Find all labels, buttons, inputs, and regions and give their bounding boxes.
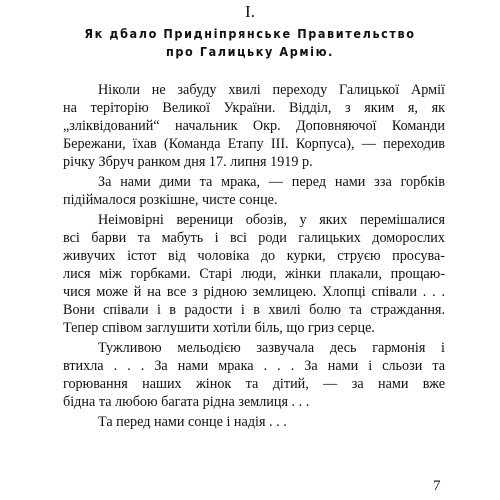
chapter-title-line-1: Як дбало Придніпрянське Правительство	[84, 26, 416, 41]
paragraph-3-line-1: Неімовірні вереници обозів, у яких перемішалися	[98, 212, 445, 228]
paragraph-1-line-2: на теріторію Великої України. Відділ, з яким я, як	[63, 100, 445, 116]
paragraph-4-line-1: Тужливою мельодією зазвучала десь гармонія і	[98, 340, 445, 356]
paragraph-3-line-2: всі барви та мабуть і всі роди галицьких доморослих	[63, 230, 445, 246]
paragraph-2-line-2: підіймалося розкішне, чисте сонце.	[63, 192, 278, 208]
paragraph-3-line-6: Вони співали і в радости і в хвилі болю та страждання.	[63, 302, 445, 318]
paragraph-4-line-4: бідна та любою багата рідна землиця . . .	[63, 394, 310, 410]
paragraph-1-line-1: Ніколи не забуду хвилі переходу Галицької Армії	[98, 82, 445, 98]
paragraph-1-line-4: Бережани, їхав (Команда Етапу III. Корпуса), — переходив	[63, 136, 445, 152]
paragraph-1-line-5: річку Збруч ранком дня 17. липня 1919 р.	[63, 154, 313, 170]
page-number: 7	[433, 478, 441, 494]
paragraph-3-line-5: чися може й на все з рідною землицею. Хлопці співали . . .	[63, 284, 445, 300]
paragraph-3-line-4: лися між горбками. Старі люди, жінки плакали, прощаю-	[63, 266, 445, 282]
paragraph-5-line-1: Та перед нами сонце і надія . . .	[98, 414, 287, 430]
chapter-title-line-2: про Галицьку Армію.	[165, 44, 335, 59]
paragraph-3-line-3: живучих істот від чоловіка до курки, струєю просува-	[63, 248, 445, 264]
paragraph-2-line-1: За нами дими та мрака, — перед нами зза горбків	[98, 174, 445, 190]
paragraph-1-line-3: „зліквідований“ начальник Окр. Доповняючої Команди	[63, 118, 445, 134]
paragraph-4-line-3: горювання наших жінок та дітий, — за нами вже	[63, 376, 445, 392]
paragraph-3-line-7: Тепер співом заглушити хотіли біль, що гриз серце.	[63, 320, 375, 336]
chapter-number: I.	[245, 2, 255, 21]
paragraph-4-line-2: втихла . . . За нами мрака . . . За нами і сльози та	[63, 358, 445, 374]
